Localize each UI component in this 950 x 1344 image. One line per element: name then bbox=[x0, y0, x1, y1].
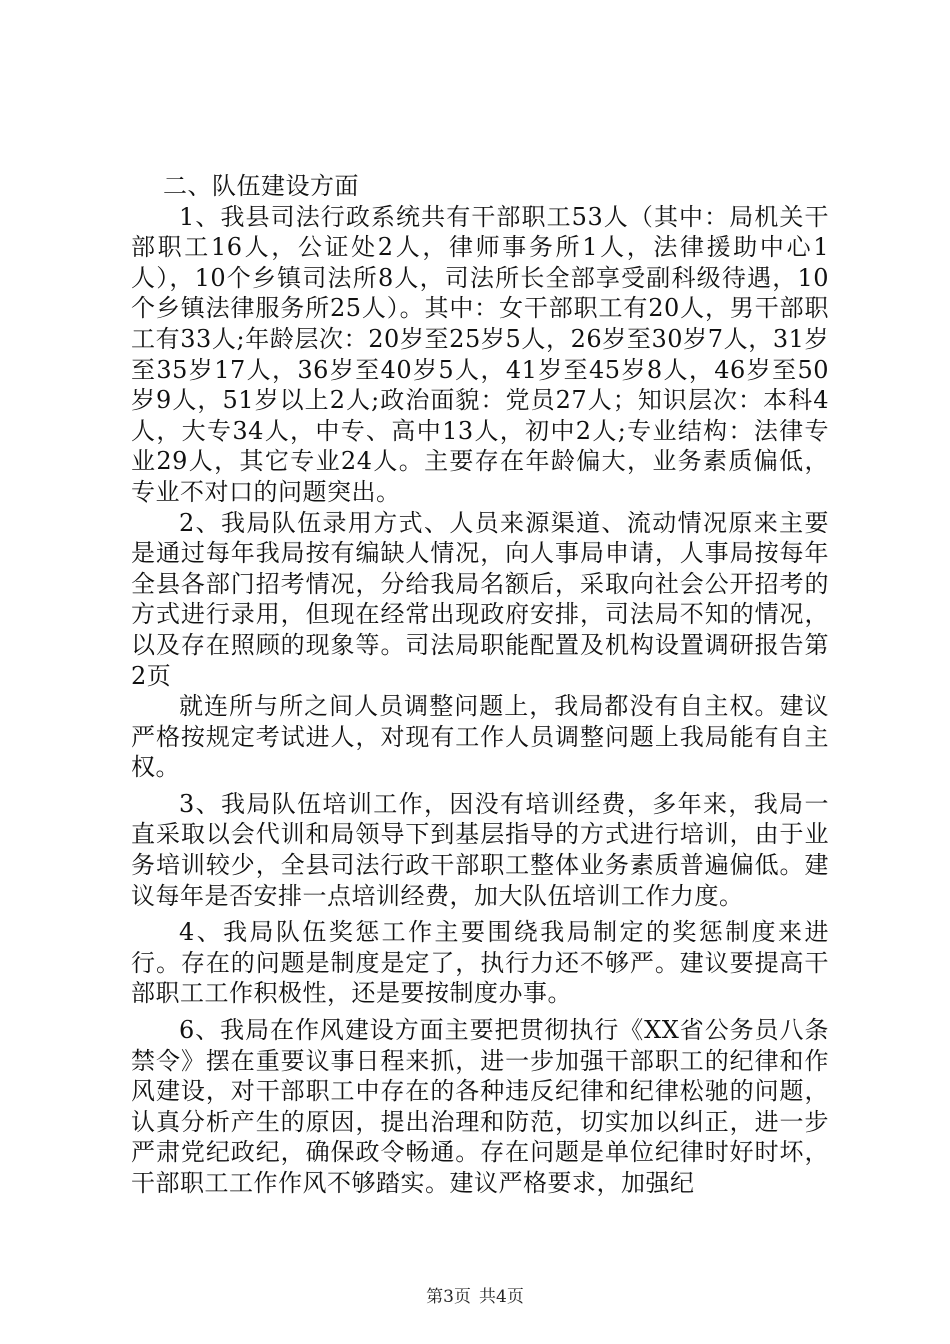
paragraph-recruitment: 2、我局队伍录用方式、人员来源渠道、流动情况原来主要是通过每年我局按有编缺人情况，向人事局申请，人事局按每年全县各部门招考情况，分给我局名额后，采取向社会公开招考的方式进行录用，但现在经常出现政府安排，司法局不知的情况，以及存在照顾的现象等。司法局职能配置及机构设置调研报告第2页 bbox=[131, 508, 829, 690]
paragraph-staff-composition: 1、我县司法行政系统共有干部职工53人（其中：局机关干部职工16人，公证处2人，律师事务所1人，法律援助中心1人），10个乡镇司法所8人，司法所长全部享受副科级待遇，10个乡镇法律服务所25人）。其中：女干部职工有20人，男干部职工有33人;年龄层次：20岁至25岁5人，26岁至30岁7人，31岁至35岁17人，36岁至40岁5人，41岁至45岁8人，46岁至50岁9人，51岁以上2人;政治面貌：党员27人；知识层次：本科4人，大专34人，中专、高中13人，初中2人;专业结构：法律专业29人，其它专业24人。主要存在年龄偏大，业务素质偏低，专业不对口的问题突出。 bbox=[131, 202, 829, 506]
page-footer bbox=[0, 1282, 950, 1307]
paragraph-work-style: 6、我局在作风建设方面主要把贯彻执行《XX省公务员八条禁令》摆在重要议事日程来抓，进一步加强干部职工的纪律和作风建设，对干部职工中存在的各种违反纪律和纪律松驰的问题，认真分析产生的原因，提出治理和防范，切实加以纠正，进一步严肃党纪政纪，确保政令畅通。存在问题是单位纪律时好时坏，干部职工工作作风不够踏实。建议严格要求，加强纪 bbox=[131, 1016, 829, 1197]
paragraph-training: 3、我局队伍培训工作，因没有培训经费，多年来，我局一直采取以会代训和局领导下到基层指导的方式进行培训，由于业务培训较少，全县司法行政干部职工整体业务素质普遍偏低。建议每年是否安排一点培训经费，加大队伍培训工作力度。 bbox=[131, 789, 829, 910]
page-total: 共4页 bbox=[479, 1287, 524, 1307]
page-number: 第3页 bbox=[426, 1287, 471, 1307]
section-heading: 二、队伍建设方面 bbox=[163, 172, 359, 200]
paragraph-autonomy: 就连所与所之间人员调整问题上，我局都没有自主权。建议严格按规定考试进人，对现有工作人员调整问题上我局能有自主权。 bbox=[131, 692, 829, 782]
paragraph-rewards: 4、我局队伍奖惩工作主要围绕我局制定的奖惩制度来进行。存在的问题是制度是定了，执行力还不够严。建议要提高干部职工工作积极性，还是要按制度办事。 bbox=[131, 918, 829, 1008]
document-body bbox=[131, 171, 829, 1199]
